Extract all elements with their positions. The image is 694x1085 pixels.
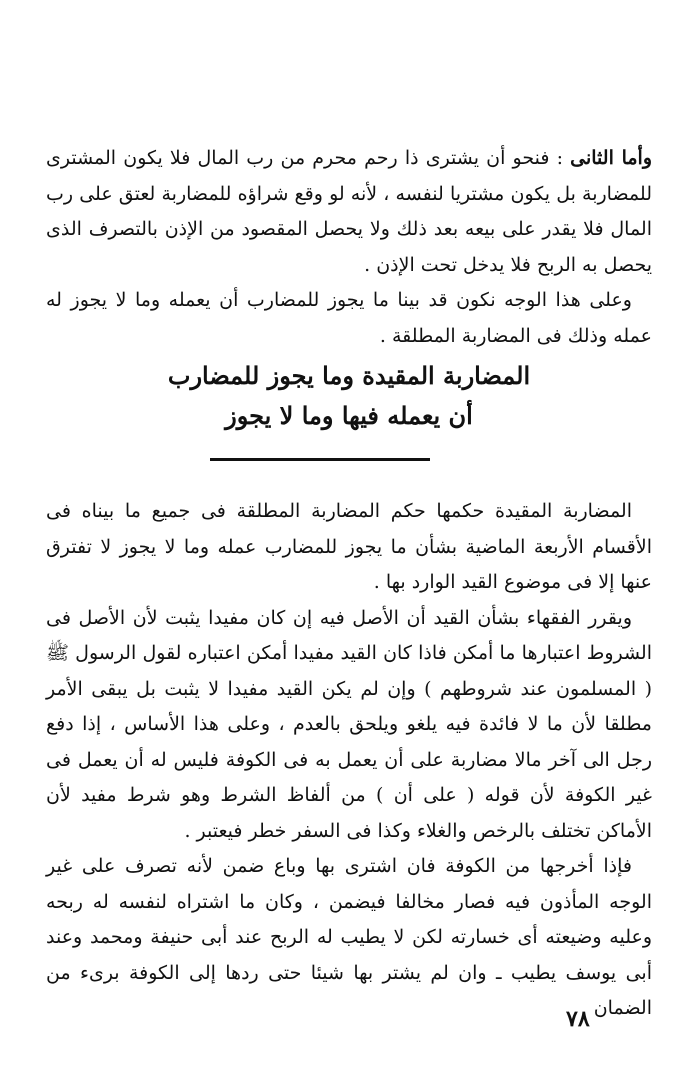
heading-divider <box>210 458 430 461</box>
paragraph-second-case <box>46 141 652 283</box>
paragraph-liability: فإذا أخرجها من الكوفة فان اشترى بها وباع ضمن لأنه تصرف على غير الوجه المأذون فيه فصار مخالفا فيضمن ، وكان ما اشتراه لنفسه له ربحه وعليه وضيعته أى خسارته لكن لا يطيب له الربح عند أبى حنيفة ومحمد وعند أبى يوسف يطيب ـ وان لم يشتر بها شيئا حتى ردها إلى الكوفة برىء من الضمان <box>46 855 652 1019</box>
paragraph-lead-word: وأما الثانى <box>570 147 652 169</box>
heading-line-1: المضاربة المقيدة وما يجوز للمضارب <box>167 361 531 390</box>
page-number: ٧٨ <box>566 1006 590 1032</box>
section-two-text <box>46 494 652 1027</box>
section-heading <box>46 356 652 436</box>
section-one-text <box>46 141 652 354</box>
paragraph-body: : فنحو أن يشترى ذا رحم محرم من رب المال فلا يكون المشترى للمضاربة بل يكون مشتريا لنفسه ، لأنه لو وقع شراؤه للمضاربة لعتق على رب المال فلا يقدر على بيعه بعد ذلك ولا يحصل المقصود من الإذن بالتصرف الذى يحصل به الربح فلا يدخل تحت الإذن . <box>46 147 652 276</box>
paragraph-restricted-partnership: المضاربة المقيدة حكمها حكم المضاربة المطلقة فى جميع ما بيناه فى الأقسام الأربعة الماضية بشأن ما يجوز للمضارب عمله وما لا يجوز لا تفترق عنها إلا فى موضوع القيد الوارد بها . <box>46 500 652 593</box>
paragraph-condition-rule: ويقرر الفقهاء بشأن القيد أن الأصل فيه إن كان مفيدا يثبت لأن الأصل فى الشروط اعتبارها ما أمكن فاذا كان القيد مفيدا أمكن اعتباره لقول الرسول ﷺ ( المسلمون عند شروطهم ) وإن لم يكن القيد مفيدا لا يثبت بل يبقى الأمر مطلقا لأن ما لا فائدة فيه يلغو ويلحق بالعدم ، وعلى هذا الأساس ، إذا دفع رجل الى آخر مالا مضاربة على أن يعمل به فى الكوفة فليس له أن يعمل فى غير الكوفة لأن قوله ( على أن ) من ألفاظ الشرط وهو شرط مفيد لأن الأماكن تختلف بالرخص والغلاء وكذا فى السفر خطر فيعتبر . <box>46 606 652 842</box>
paragraph-summary: وعلى هذا الوجه نكون قد بينا ما يجوز للمضارب أن يعمله وما لا يجوز له عمله وذلك فى المضاربة المطلقة . <box>46 289 652 347</box>
heading-line-2: أن يعمله فيها وما لا يجوز <box>225 401 473 430</box>
